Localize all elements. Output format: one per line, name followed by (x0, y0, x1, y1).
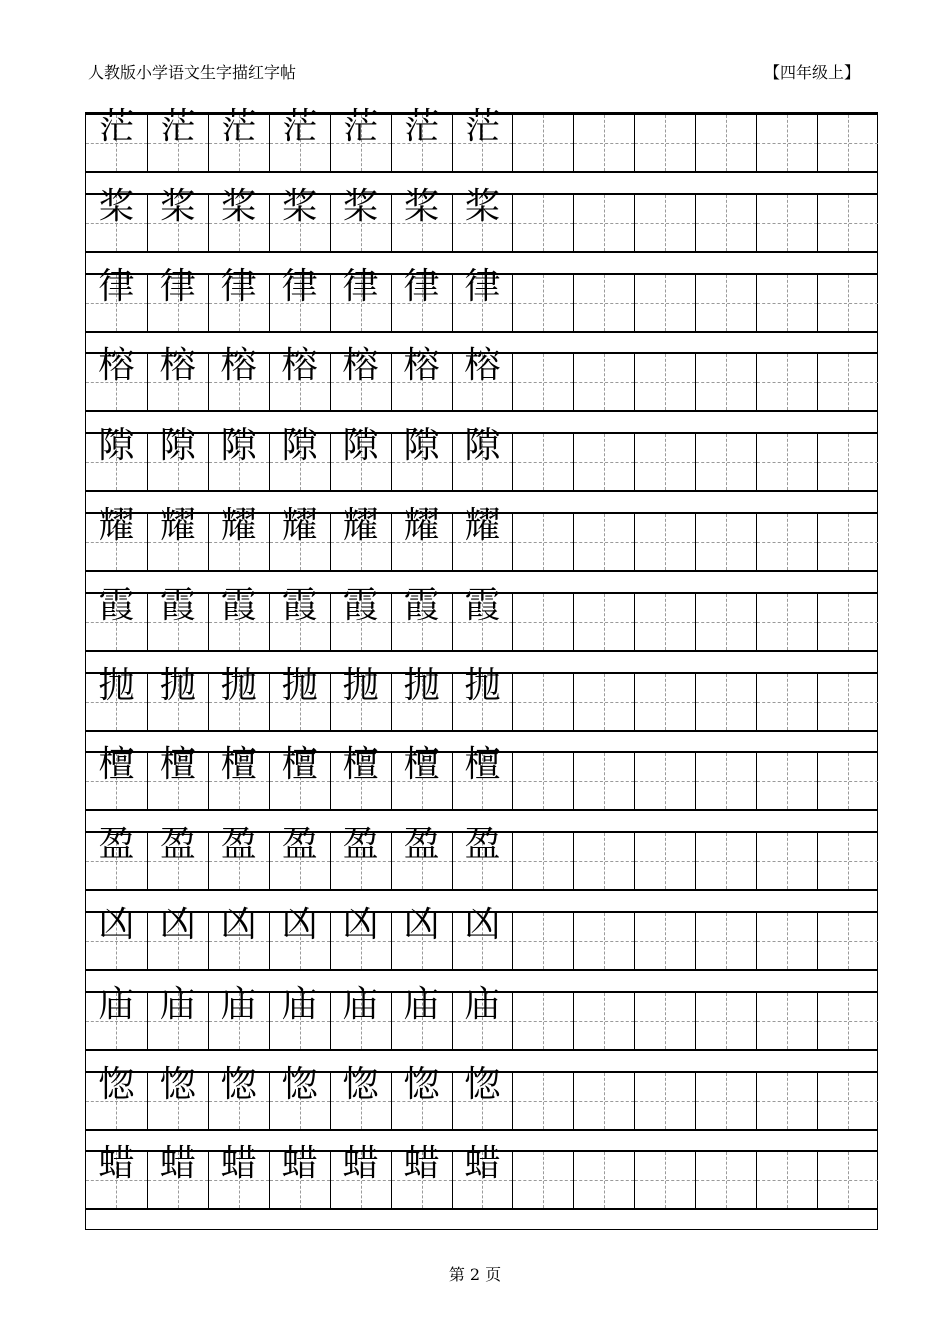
trace-character: 抛 (281, 664, 318, 706)
trace-character: 檀 (281, 744, 318, 786)
practice-cell (573, 594, 634, 650)
trace-character: 茫 (159, 106, 196, 147)
trace-character: 霞 (98, 584, 135, 626)
trace-character: 隙 (281, 425, 318, 467)
practice-row (86, 345, 877, 412)
practice-row (86, 664, 877, 732)
practice-cell (269, 265, 330, 331)
practice-cell (208, 1143, 269, 1208)
practice-cell (573, 514, 634, 570)
practice-cell (391, 584, 452, 650)
practice-cell (817, 753, 878, 809)
practice-cell (573, 434, 634, 490)
practice-cell (573, 753, 634, 809)
practice-cell (86, 824, 147, 889)
practice-cell (147, 584, 208, 650)
trace-character: 庙 (464, 983, 501, 1025)
trace-character: 檀 (159, 744, 196, 786)
practice-cell (452, 1063, 513, 1129)
trace-character: 霞 (159, 584, 196, 626)
practice-cell (512, 1073, 573, 1129)
practice-cell (695, 275, 756, 331)
trace-character: 律 (220, 265, 257, 307)
practice-cell (452, 505, 513, 570)
trace-character: 蜡 (98, 1143, 135, 1185)
practice-cell (756, 993, 817, 1049)
trace-character: 惚 (464, 1063, 501, 1105)
trace-character: 茫 (281, 106, 318, 147)
practice-cell (634, 913, 695, 969)
practice-cell (634, 594, 695, 650)
trace-character: 蜡 (281, 1143, 318, 1185)
practice-row (86, 185, 877, 253)
practice-cell (573, 1152, 634, 1208)
trace-character: 檀 (464, 744, 501, 786)
practice-cell (269, 1063, 330, 1129)
trace-character: 榕 (98, 345, 135, 387)
trace-character: 榕 (159, 345, 196, 387)
trace-character: 耀 (342, 505, 379, 546)
trace-character: 隙 (159, 425, 196, 467)
trace-character: 惚 (281, 1063, 318, 1105)
trace-character: 抛 (403, 664, 440, 706)
trace-character: 盈 (281, 824, 318, 866)
trace-character: 檀 (220, 744, 257, 786)
practice-cell (756, 674, 817, 730)
practice-cell (634, 195, 695, 251)
practice-row (86, 1063, 877, 1131)
practice-cell (695, 434, 756, 490)
practice-row (86, 744, 877, 811)
practice-cell (330, 904, 391, 969)
trace-character: 盈 (159, 824, 196, 866)
practice-cell (573, 1073, 634, 1129)
trace-character: 抛 (159, 664, 196, 706)
practice-cell (391, 664, 452, 730)
grade-label: 【四年级上】 (763, 63, 860, 82)
practice-cell (817, 195, 878, 251)
trace-character: 盈 (403, 824, 440, 866)
trace-character: 檀 (403, 744, 440, 786)
practice-cell (452, 983, 513, 1049)
practice-cell (634, 115, 695, 171)
practice-cell (147, 1143, 208, 1208)
trace-character: 隙 (464, 425, 501, 467)
practice-cell (391, 983, 452, 1049)
practice-cell (634, 1073, 695, 1129)
practice-cell (330, 505, 391, 570)
practice-cell (269, 904, 330, 969)
trace-character: 隙 (403, 425, 440, 467)
practice-cell (86, 185, 147, 251)
practice-cell (269, 106, 330, 171)
practice-cell (147, 425, 208, 490)
practice-cell (817, 354, 878, 410)
trace-character: 耀 (98, 505, 135, 546)
practice-cell (208, 584, 269, 650)
practice-cell (330, 425, 391, 490)
practice-cell (634, 833, 695, 889)
practice-cell (391, 1063, 452, 1129)
practice-cell (147, 345, 208, 410)
practice-cell (208, 904, 269, 969)
trace-character: 庙 (220, 983, 257, 1025)
practice-cell (147, 106, 208, 171)
trace-character: 蜡 (159, 1143, 196, 1185)
trace-character: 蜡 (220, 1143, 257, 1185)
trace-character: 惚 (342, 1063, 379, 1105)
trace-character: 耀 (403, 505, 440, 546)
practice-cell (695, 1073, 756, 1129)
trace-character: 耀 (159, 505, 196, 546)
practice-cell (208, 106, 269, 171)
trace-character: 榕 (403, 345, 440, 387)
practice-cell (452, 664, 513, 730)
trace-character: 盈 (464, 824, 501, 866)
trace-character: 惚 (403, 1063, 440, 1105)
practice-cell (147, 265, 208, 331)
practice-cell (147, 505, 208, 570)
trace-character: 檀 (98, 744, 135, 786)
practice-cell (634, 753, 695, 809)
practice-cell (756, 594, 817, 650)
document-title: 人教版小学语文生字描红字帖 (88, 63, 297, 82)
practice-cell (695, 354, 756, 410)
practice-cell (512, 434, 573, 490)
trace-character: 茫 (98, 106, 135, 147)
trace-character: 茫 (220, 106, 257, 147)
practice-cell (269, 664, 330, 730)
practice-cell (512, 674, 573, 730)
practice-cell (512, 1152, 573, 1208)
trace-character: 律 (464, 265, 501, 307)
practice-cell (86, 1063, 147, 1129)
practice-cell (330, 185, 391, 251)
practice-cell (208, 824, 269, 889)
practice-cell (269, 345, 330, 410)
practice-cell (512, 753, 573, 809)
practice-cell (86, 265, 147, 331)
practice-cell (391, 425, 452, 490)
trace-character: 霞 (403, 584, 440, 626)
practice-cell (695, 594, 756, 650)
trace-character: 榕 (220, 345, 257, 387)
practice-cell (452, 744, 513, 809)
practice-cell (208, 185, 269, 251)
practice-cell (695, 993, 756, 1049)
practice-row (86, 425, 877, 492)
practice-row (86, 584, 877, 652)
practice-cell (269, 983, 330, 1049)
trace-character: 凶 (281, 904, 318, 945)
practice-cell (147, 983, 208, 1049)
practice-cell (269, 584, 330, 650)
practice-cell (512, 833, 573, 889)
trace-character: 耀 (220, 505, 257, 546)
trace-character: 盈 (98, 824, 135, 866)
practice-row (86, 904, 877, 971)
practice-cell (86, 983, 147, 1049)
practice-cell (756, 1073, 817, 1129)
practice-cell (86, 345, 147, 410)
practice-cell (756, 354, 817, 410)
practice-cell (512, 913, 573, 969)
practice-cell (817, 913, 878, 969)
practice-cell (330, 664, 391, 730)
practice-cell (512, 275, 573, 331)
trace-character: 茫 (464, 106, 501, 147)
practice-cell (391, 1143, 452, 1208)
trace-character: 凶 (159, 904, 196, 945)
practice-cell (573, 833, 634, 889)
practice-cell (817, 275, 878, 331)
trace-character: 茫 (342, 106, 379, 147)
practice-cell (817, 833, 878, 889)
practice-cell (147, 744, 208, 809)
trace-character: 惚 (159, 1063, 196, 1105)
trace-character: 隙 (220, 425, 257, 467)
practice-cell (208, 425, 269, 490)
practice-cell (817, 115, 878, 171)
trace-character: 抛 (464, 664, 501, 706)
trace-character: 律 (98, 265, 135, 307)
practice-cell (391, 106, 452, 171)
practice-cell (269, 1143, 330, 1208)
practice-cell (756, 913, 817, 969)
practice-cell (330, 1063, 391, 1129)
practice-cell (512, 115, 573, 171)
practice-row (86, 265, 877, 333)
practice-cell (269, 185, 330, 251)
trace-character: 蜡 (403, 1143, 440, 1185)
trace-character: 霞 (464, 584, 501, 626)
practice-cell (573, 674, 634, 730)
practice-cell (512, 993, 573, 1049)
practice-cell (269, 744, 330, 809)
practice-cell (86, 584, 147, 650)
trace-character: 桨 (464, 185, 501, 227)
trace-character: 隙 (98, 425, 135, 467)
practice-cell (208, 664, 269, 730)
trace-character: 榕 (281, 345, 318, 387)
practice-cell (695, 514, 756, 570)
practice-cell (695, 913, 756, 969)
practice-row (86, 983, 877, 1051)
practice-cell (634, 354, 695, 410)
practice-row (86, 106, 877, 173)
trace-character: 凶 (403, 904, 440, 945)
practice-cell (452, 185, 513, 251)
trace-character: 惚 (98, 1063, 135, 1105)
practice-cell (208, 1063, 269, 1129)
practice-cell (147, 824, 208, 889)
practice-cell (269, 425, 330, 490)
trace-character: 庙 (281, 983, 318, 1025)
trace-character: 抛 (98, 664, 135, 706)
trace-character: 凶 (342, 904, 379, 945)
practice-cell (330, 265, 391, 331)
trace-character: 凶 (220, 904, 257, 945)
practice-cell (269, 824, 330, 889)
practice-cell (452, 345, 513, 410)
practice-cell (86, 425, 147, 490)
practice-cell (756, 833, 817, 889)
practice-cell (695, 753, 756, 809)
practice-cell (695, 674, 756, 730)
practice-cell (147, 1063, 208, 1129)
practice-cell (512, 354, 573, 410)
practice-cell (208, 744, 269, 809)
practice-cell (86, 664, 147, 730)
practice-cell (452, 584, 513, 650)
practice-cell (330, 1143, 391, 1208)
practice-cell (634, 514, 695, 570)
trace-character: 庙 (403, 983, 440, 1025)
trace-character: 律 (281, 265, 318, 307)
trace-character: 律 (342, 265, 379, 307)
practice-cell (86, 505, 147, 570)
trace-character: 庙 (342, 983, 379, 1025)
practice-cell (695, 1152, 756, 1208)
practice-cell (817, 514, 878, 570)
practice-row (86, 1143, 877, 1210)
practice-cell (330, 983, 391, 1049)
practice-cell (86, 904, 147, 969)
practice-cell (391, 904, 452, 969)
practice-cell (634, 434, 695, 490)
practice-cell (147, 664, 208, 730)
practice-cell (695, 195, 756, 251)
practice-row (86, 824, 877, 891)
practice-cell (817, 674, 878, 730)
practice-cell (208, 983, 269, 1049)
trace-character: 桨 (159, 185, 196, 227)
practice-cell (573, 275, 634, 331)
trace-character: 霞 (342, 584, 379, 626)
trace-character: 蜡 (464, 1143, 501, 1185)
practice-grid (85, 106, 878, 1230)
practice-cell (147, 185, 208, 251)
trace-character: 桨 (98, 185, 135, 227)
practice-cell (391, 505, 452, 570)
practice-cell (86, 106, 147, 171)
practice-cell (86, 1143, 147, 1208)
practice-cell (573, 115, 634, 171)
practice-cell (512, 594, 573, 650)
practice-cell (452, 1143, 513, 1208)
practice-cell (330, 106, 391, 171)
practice-row (86, 505, 877, 572)
practice-cell (330, 584, 391, 650)
practice-cell (817, 1152, 878, 1208)
trace-character: 桨 (342, 185, 379, 227)
practice-cell (452, 425, 513, 490)
trace-character: 盈 (220, 824, 257, 866)
practice-cell (573, 354, 634, 410)
practice-cell (756, 195, 817, 251)
practice-cell (330, 345, 391, 410)
practice-cell (208, 505, 269, 570)
trace-character: 庙 (159, 983, 196, 1025)
practice-cell (817, 1073, 878, 1129)
practice-cell (756, 753, 817, 809)
practice-cell (634, 993, 695, 1049)
practice-cell (634, 275, 695, 331)
practice-cell (634, 1152, 695, 1208)
practice-cell (756, 434, 817, 490)
trace-character: 霞 (281, 584, 318, 626)
trace-character: 惚 (220, 1063, 257, 1105)
practice-cell (86, 744, 147, 809)
trace-character: 隙 (342, 425, 379, 467)
practice-cell (147, 904, 208, 969)
practice-cell (330, 744, 391, 809)
practice-cell (817, 434, 878, 490)
trace-character: 抛 (342, 664, 379, 706)
trace-character: 榕 (342, 345, 379, 387)
page-number: 第 2 页 (448, 1265, 502, 1284)
trace-character: 桨 (403, 185, 440, 227)
trace-character: 檀 (342, 744, 379, 786)
trace-character: 律 (159, 265, 196, 307)
practice-cell (452, 824, 513, 889)
trace-character: 庙 (98, 983, 135, 1025)
practice-cell (391, 265, 452, 331)
trace-character: 耀 (464, 505, 501, 546)
practice-cell (512, 514, 573, 570)
practice-cell (817, 993, 878, 1049)
trace-character: 桨 (220, 185, 257, 227)
practice-cell (391, 824, 452, 889)
practice-cell (573, 993, 634, 1049)
practice-cell (208, 345, 269, 410)
practice-cell (756, 1152, 817, 1208)
trace-character: 霞 (220, 584, 257, 626)
trace-character: 盈 (342, 824, 379, 866)
trace-character: 茫 (403, 106, 440, 147)
trace-character: 抛 (220, 664, 257, 706)
practice-cell (330, 824, 391, 889)
practice-cell (208, 265, 269, 331)
practice-cell (573, 913, 634, 969)
practice-cell (452, 106, 513, 171)
trace-character: 榕 (464, 345, 501, 387)
practice-cell (269, 505, 330, 570)
practice-cell (573, 195, 634, 251)
practice-cell (695, 115, 756, 171)
practice-cell (512, 195, 573, 251)
practice-cell (756, 275, 817, 331)
trace-character: 耀 (281, 505, 318, 546)
practice-cell (452, 265, 513, 331)
trace-character: 蜡 (342, 1143, 379, 1185)
trace-character: 凶 (464, 904, 501, 945)
practice-cell (695, 833, 756, 889)
practice-cell (634, 674, 695, 730)
practice-cell (756, 514, 817, 570)
practice-cell (391, 345, 452, 410)
trace-character: 桨 (281, 185, 318, 227)
practice-cell (817, 594, 878, 650)
practice-cell (756, 115, 817, 171)
practice-cell (452, 904, 513, 969)
practice-cell (391, 185, 452, 251)
trace-character: 律 (403, 265, 440, 307)
practice-cell (391, 744, 452, 809)
trace-character: 凶 (98, 904, 135, 945)
